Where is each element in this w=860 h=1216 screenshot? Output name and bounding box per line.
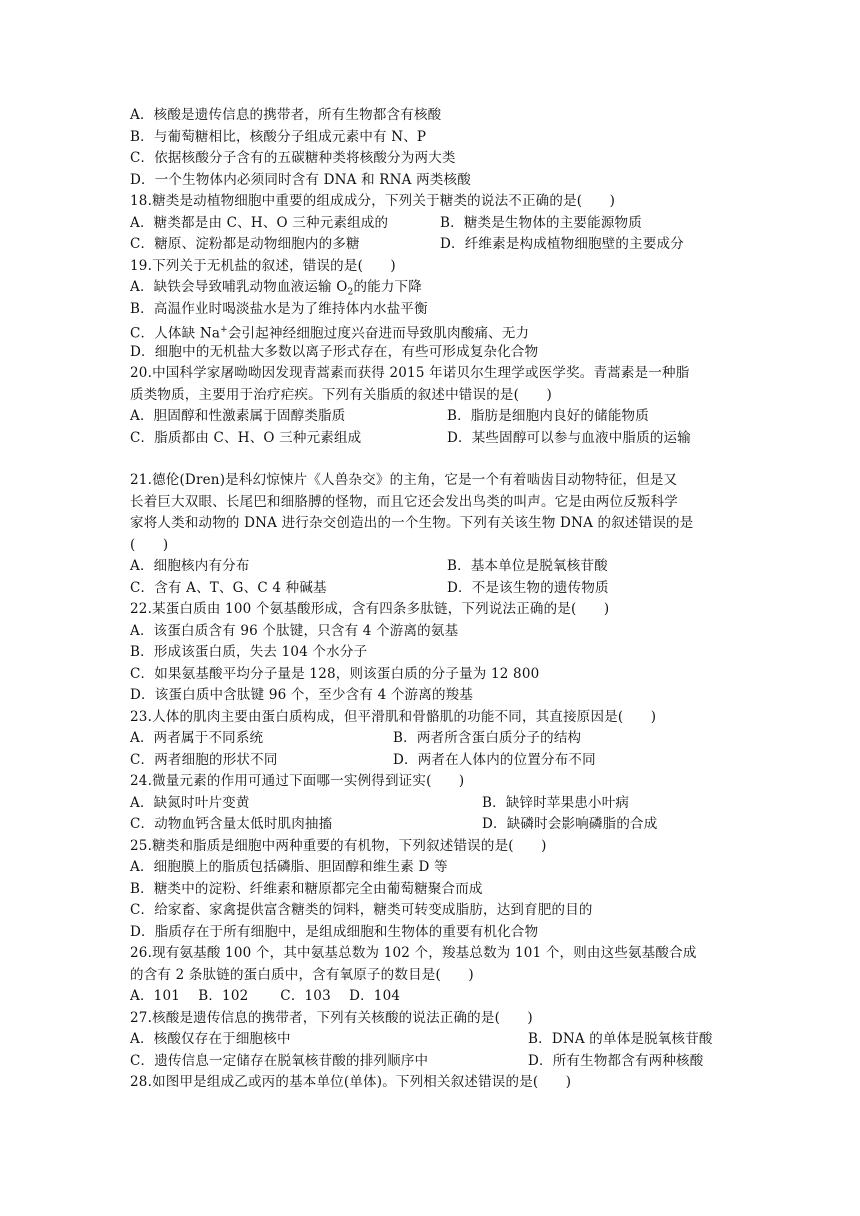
q18-option-d: D．纤维素是构成植物细胞壁的主要成分 — [440, 236, 684, 252]
q20-option-b: B．脂肪是细胞内良好的储能物质 — [447, 408, 649, 424]
q27-option-a: A．核酸仅存在于细胞核中 — [130, 1031, 291, 1047]
q27-option-b: B．DNA 的单体是脱氧核苷酸 — [528, 1031, 713, 1047]
q21-option-d: D．不是该生物的遗传物质 — [447, 579, 609, 596]
q18-option-b: B．糖类是生物体的主要能源物质 — [440, 214, 642, 231]
q20-option-a: A．胆固醇和性激素属于固醇类脂质 — [130, 408, 346, 424]
q25-option-c: C．给家畜、家禽提供富含糖类的饲料，糖类可转变成脂肪，达到育肥的目的 — [130, 902, 593, 918]
q24-stem: 24.微量元素的作用可通过下面哪一实例得到证实( ) — [130, 773, 465, 789]
q18-option-c: C．糖原、淀粉都是动物细胞内的多糖 — [130, 236, 360, 252]
q21-stem-cont-2: 家将人类和动物的 DNA 进行杂交创造出的一个生物。下列有关该生物 DNA 的叙述错误的是 — [130, 515, 694, 531]
q21-stem-cont-1: 长着巨大双眼、长尾巴和细胳膊的怪物，而且它还会发出鸟类的叫声。它是由两位反叛科学 — [130, 493, 678, 510]
q27-option-c: C．遗传信息一定储存在脱氧核苷酸的排列顺序中 — [130, 1052, 429, 1069]
q24-option-b: B．缺锌时苹果患小叶病 — [482, 794, 630, 811]
q21-stem-cont-3: ( ) — [130, 536, 169, 553]
q25-stem: 25.糖类和脂质是细胞中两种重要的有机物，下列叙述错误的是( ) — [130, 837, 547, 854]
q26-stem-cont: 的含有 2 条肽链的蛋白质中，含有氧原子的数目是( ) — [130, 966, 474, 983]
option-a: A．核酸是遗传信息的携带者，所有生物都含有核酸 — [130, 107, 442, 123]
q24-option-a: A．缺氮时叶片变黄 — [130, 794, 250, 811]
q21-stem: 21.德伦(Dren)是科幻惊悚片《人兽杂交》的主角，它是一个有着啮齿目动物特征，但是又 — [130, 472, 678, 488]
q20-option-d: D．某些固醇可以参与血液中脂质的运输 — [447, 429, 691, 446]
q18-stem: 18.糖类是动植物细胞中重要的组成成分，下列关于糖类的说法不正确的是( ) — [130, 193, 616, 209]
q26-stem: 26.现有氨基酸 100 个，其中氨基总数为 102 个，羧基总数为 101 个，则由这些氨基酸合成 — [130, 945, 697, 961]
q19-option-a: A．缺铁会导致哺乳动物血液运输 $O_2$的能力下降 — [130, 279, 422, 298]
q19-option-d: D．细胞中的无机盐大多数以离子形式存在，有些可形成复杂化合物 — [130, 343, 539, 360]
q20-option-c: C．脂质都由 C、H、O 三种元素组成 — [130, 429, 362, 446]
q25-option-d: D．脂质存在于所有细胞中，是组成细胞和生物体的重要有机化合物 — [130, 923, 539, 940]
q19-stem: 19.下列关于无机盐的叙述，错误的是( ) — [130, 257, 396, 274]
q21-option-c: C．含有 A、T、G、C 4 种碱基 — [130, 579, 327, 596]
q26-options: A．101 B．102 C．103 D．104 — [130, 988, 401, 1004]
q25-option-b: B．糖类中的淀粉、纤维素和糖原都完全由葡萄糖聚合而成 — [130, 880, 483, 897]
q23-option-d: D．两者在人体内的位置分布不同 — [393, 751, 596, 768]
q19-option-c: C．人体缺 Na+会引起神经细胞过度兴奋进而导致肌肉酸痛、无力 — [130, 325, 530, 342]
option-b: B．与葡萄糖相比，核酸分子组成元素中有 N、P — [130, 128, 427, 145]
q23-option-b: B．两者所含蛋白质分子的结构 — [393, 730, 582, 746]
q28-stem: 28.如图甲是组成乙或丙的基本单位(单体)。下列相关叙述错误的是( ) — [130, 1074, 572, 1090]
q22-option-a: A．该蛋白质含有 96 个肽键，只含有 4 个游离的氨基 — [130, 622, 459, 639]
q23-option-c: C．两者细胞的形状不同 — [130, 751, 278, 768]
q27-option-d: D．所有生物都含有两种核酸 — [528, 1052, 704, 1069]
q21-option-b: B．基本单位是脱氧核苷酸 — [447, 558, 608, 574]
q20-stem-cont: 质类物质，主要用于治疗疟疾。下列有关脂质的叙述中错误的是( ) — [130, 386, 552, 403]
q24-option-c: C．动物血钙含量太低时肌肉抽搐 — [130, 816, 333, 832]
q22-option-b: B．形成该蛋白质，失去 104 个水分子 — [130, 644, 368, 660]
q18-option-a: A．糖类都是由 C、H、O 三种元素组成的 — [130, 214, 389, 231]
q19-option-b: B．高温作业时喝淡盐水是为了维持体内水盐平衡 — [130, 300, 428, 317]
q20-stem: 20.中国科学家屠呦呦因发现青蒿素而获得 2015 年诺贝尔生理学或医学奖。青蒿素是一种脂 — [130, 365, 690, 381]
q21-option-a: A．细胞核内有分布 — [130, 558, 250, 574]
q27-stem: 27.核酸是遗传信息的携带者，下列有关核酸的说法正确的是( ) — [130, 1009, 533, 1026]
q23-option-a: A．两者属于不同系统 — [130, 730, 264, 746]
option-d: D．一个生物体内必须同时含有 DNA 和 RNA 两类核酸 — [130, 171, 471, 188]
q23-stem: 23.人体的肌肉主要由蛋白质构成，但平滑肌和骨骼肌的功能不同，其直接原因是( ) — [130, 708, 657, 725]
q22-option-c: C．如果氨基酸平均分子量是 128，则该蛋白质的分子量为 12 800 — [130, 665, 540, 682]
q22-option-d: D．该蛋白质中含肽键 96 个，至少含有 4 个游离的羧基 — [130, 687, 474, 703]
option-c: C．依据核酸分子含有的五碳糖种类将核酸分为两大类 — [130, 150, 456, 166]
q22-stem: 22.某蛋白质由 100 个氨基酸形成，含有四条多肽链，下列说法正确的是( ) — [130, 601, 610, 617]
q24-option-d: D．缺磷时会影响磷脂的合成 — [482, 816, 658, 832]
q25-option-a: A．细胞膜上的脂质包括磷脂、胆固醇和维生素 D 等 — [130, 859, 448, 875]
